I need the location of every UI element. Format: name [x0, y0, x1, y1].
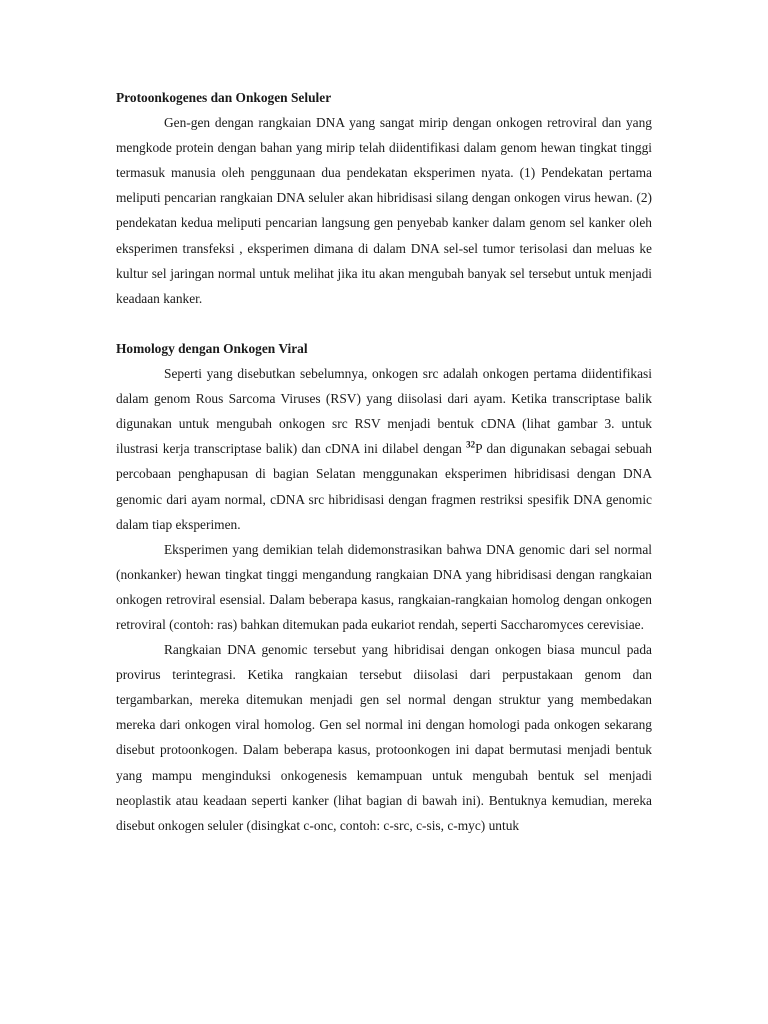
section-heading-protoonkogenes: Protoonkogenes dan Onkogen Seluler: [116, 90, 332, 105]
section-spacer: [116, 311, 652, 336]
isotope-superscript: 32: [466, 439, 476, 450]
paragraph-text: P dan digunakan sebagai sebuah percobaan penghapusan di bagian Selatan menggunakan eksperimen hibridisasi dengan DNA genomic dari ayam normal, cDNA src hibridisasi dengan fragmen restriksi spesifik DNA genomic dalam tiap eksperimen.: [116, 441, 652, 532]
section-heading-homology: Homology dengan Onkogen Viral: [116, 340, 308, 356]
paragraph-homology-1: [116, 361, 652, 537]
paragraph-text: Seperti yang disebutkan sebelumnya, onkogen src adalah onkogen pertama diidentifikasi dalam genom Rous Sarcoma Viruses (RSV) yang diisolasi dari ayam. Ketika transcriptase balik digunakan untuk mengubah onkogen src RSV menjadi bentuk cDNA (lihat gambar 3. untuk ilustrasi kerja transcriptase balik) dan cDNA ini dilabel dengan: [116, 366, 652, 457]
document-body: [116, 85, 652, 838]
paragraph-homology-2: Eksperimen yang demikian telah didemonstrasikan bahwa DNA genomic dari sel normal (nonkanker) hewan tingkat tinggi mengandung rangkaian DNA yang hibridisasi dengan rangkaian onkogen retroviral esensial. Dalam beberapa kasus, rangkaian-rangkaian homolog dengan onkogen retroviral (contoh: ras) bahkan ditemukan pada eukariot rendah, seperti Saccharomyces cerevisiae.: [116, 541, 652, 632]
paragraph-homology-3: Rangkaian DNA genomic tersebut yang hibridisai dengan onkogen biasa muncul pada provirus terintegrasi. Ketika rangkaian tersebut diisolasi dari perpustakaan genom dan tergambarkan, mereka ditemukan menjadi gen sel normal dengan struktur yang membedakan mereka dari onkogen viral homolog. Gen sel normal ini dengan homologi pada onkogen sekarang disebut protoonkogen. Dalam beberapa kasus, protoonkogen ini dapat bermutasi menjadi bentuk yang mampu menginduksi onkogenesis kemampuan untuk mengubah bentuk sel menjadi neoplastik atau keadaan seperti kanker (lihat bagian di bawah ini). Bentuknya kemudian, mereka disebut onkogen seluler (disingkat c-onc, contoh: c-src, c-sis, c-myc) untuk: [116, 642, 652, 833]
paragraph-protoonkogenes: Gen-gen dengan rangkaian DNA yang sangat mirip dengan onkogen retroviral dan yang mengkode protein dengan bahan yang mirip telah diidentifikasi dalam genom hewan tingkat tinggi termasuk manusia oleh penggunaan dua pendekatan eksperimen nyata. (1) Pendekatan pertama meliputi pencarian rangkaian DNA seluler akan hibridisasi silang dengan onkogen virus hewan. (2) pendekatan kedua meliputi pencarian langsung gen penyebab kanker dalam genom sel kanker oleh eksperimen transfeksi , eksperimen dimana di dalam DNA sel-sel tumor terisolasi dan meluas ke kultur sel jaringan normal untuk melihat jika itu akan mengubah banyak sel tersebut untuk menjadi keadaan kanker.: [116, 115, 652, 306]
